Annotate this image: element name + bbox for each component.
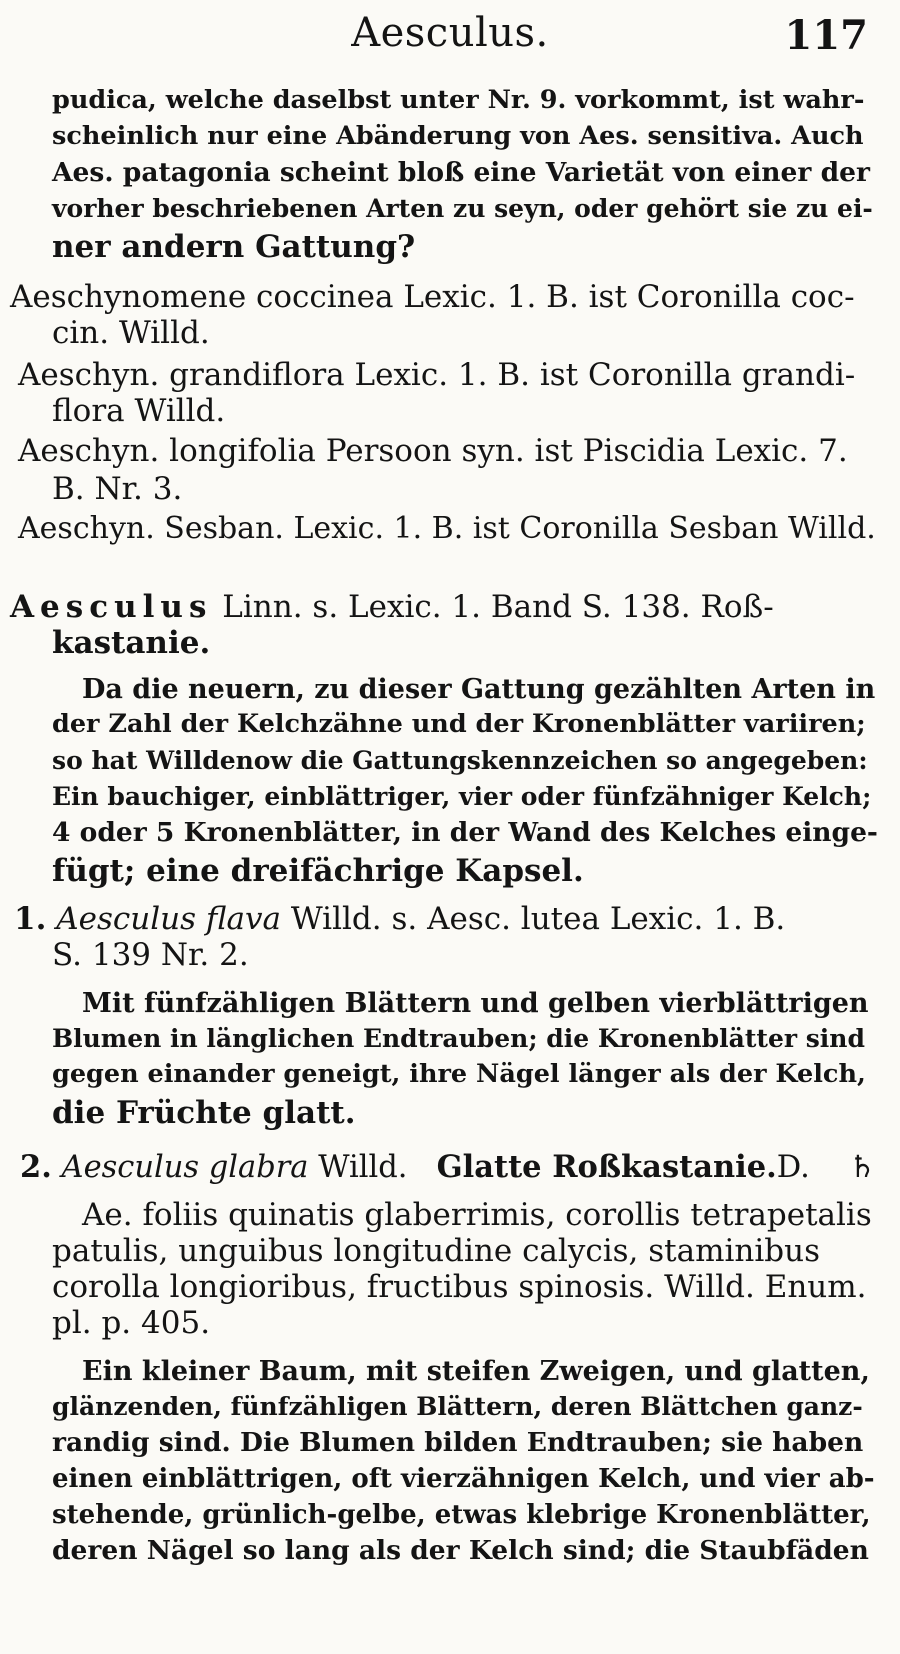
species-heading: [20, 1149, 876, 1185]
genus-heading: [10, 589, 774, 625]
genus-description-line: 4 oder 5 Kronenblätter, in der Wand des Kelches einge-: [52, 817, 878, 848]
synonym-entry-line: flora Willd.: [52, 393, 226, 429]
synonym-entry-line: B. Nr. 3.: [52, 471, 183, 507]
intro-line: Aes. patagonia scheint bloß eine Varietät von einer der: [52, 157, 870, 188]
species-heading-rest: Willd. s. Aesc. lutea Lexic. 1. B.: [290, 901, 786, 937]
intro-line: scheinlich nur eine Abänderung von Aes. sensitiva. Auch: [52, 121, 864, 151]
species-description-line: einen einblättrigen, oft vierzähnigen Kelch, und vier ab-: [52, 1464, 875, 1494]
synonym-entry-line: Aeschyn. longifolia Persoon syn. ist Piscidia Lexic. 7.: [18, 433, 848, 469]
synonym-entry-line: Aeschyn. Sesban. Lexic. 1. B. ist Coronilla Sesban Willd.: [18, 511, 876, 546]
species-number: 1.: [14, 901, 47, 937]
synonym-entry-line: Aeschynomene coccinea Lexic. 1. B. ist Coronilla coc-: [10, 279, 855, 315]
genus-heading-rest: Linn. s. Lexic. 1. Band S. 138. Roß-: [222, 589, 774, 625]
intro-line: vorher beschriebenen Arten zu seyn, oder gehört sie zu ei-: [52, 194, 873, 223]
genus-description-line: der Zahl der Kelchzähne und der Kronenblätter variiren;: [52, 709, 866, 739]
species-description-line: randig sind. Die Blumen bilden Endtrauben; sie haben: [52, 1427, 864, 1458]
species-description-line: stehende, grünlich-gelbe, etwas klebrige Kronenblätter,: [52, 1500, 871, 1530]
latin-diagnosis-line: pl. p. 405.: [52, 1305, 211, 1341]
species-name: Aesculus glabra: [61, 1150, 309, 1185]
intro-line: ner andern Gattung?: [52, 229, 416, 265]
synonym-entry-line: cin. Willd.: [52, 315, 210, 351]
species-description-line: Ein kleiner Baum, mit steifen Zweigen, und glatten,: [82, 1356, 870, 1387]
genus-description-line: Ein bauchiger, einblättriger, vier oder fünfzähniger Kelch;: [52, 782, 872, 811]
latin-diagnosis-line: patulis, unguibus longitudine calycis, staminibus: [52, 1233, 820, 1269]
latin-diagnosis-line: corolla longioribus, fructibus spinosis. Willd. Enum.: [52, 1269, 867, 1305]
species-description-line: gegen einander geneigt, ihre Nägel länger als der Kelch,: [52, 1059, 866, 1089]
species-author: Willd.: [318, 1150, 408, 1185]
species-description-line: glänzenden, fünfzähligen Blättern, deren Blättchen ganz-: [52, 1392, 863, 1421]
species-region: D.: [776, 1150, 810, 1185]
species-heading-line2: S. 139 Nr. 2.: [52, 937, 249, 973]
genus-description-line: Da die neuern, zu dieser Gattung gezählten Arten in: [82, 674, 876, 705]
species-name: Aesculus flava: [56, 901, 281, 937]
species-heading: [14, 901, 786, 937]
species-description-line: deren Nägel so lang als der Kelch sind; die Staubfäden: [52, 1535, 869, 1566]
running-head: Aesculus.: [351, 10, 549, 56]
species-number: 2.: [20, 1149, 52, 1185]
synonym-entry-line: Aeschyn. grandiflora Lexic. 1. B. ist Coronilla grandi-: [18, 357, 856, 393]
genus-description-line: so hat Willdenow die Gattungskennzeichen so angegeben:: [52, 746, 868, 775]
genus-heading-line2: kastanie.: [52, 625, 211, 661]
latin-diagnosis-line: Ae. foliis quinatis glaberrimis, corollis tetrapetalis: [82, 1197, 872, 1233]
intro-line: pudica, welche daselbst unter Nr. 9. vorkommt, ist wahr-: [52, 85, 865, 115]
genus-description-line: fügt; eine dreifächrige Kapsel.: [52, 853, 584, 889]
species-description-line: Mit fünfzähligen Blättern und gelben vierblättrigen: [82, 988, 869, 1019]
species-common-name: Glatte Roßkastanie.: [436, 1149, 777, 1185]
page-number: 117: [784, 12, 868, 59]
species-description-line: die Früchte glatt.: [52, 1095, 356, 1131]
species-description-line: Blumen in länglichen Endtrauben; die Kronenblätter sind: [52, 1024, 865, 1053]
shrub-symbol-icon: ♄: [848, 1149, 876, 1185]
genus-name: Aesculus: [10, 589, 213, 625]
